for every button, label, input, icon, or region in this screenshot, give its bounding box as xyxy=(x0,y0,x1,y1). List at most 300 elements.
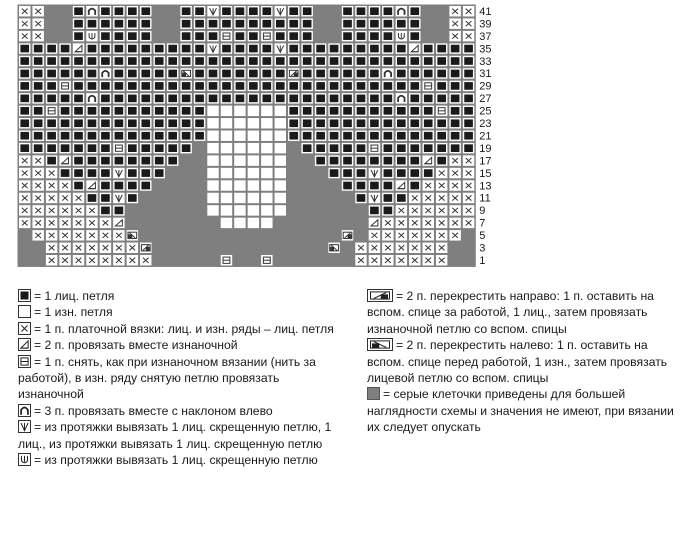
cell-knit xyxy=(409,131,420,141)
cell-knit xyxy=(369,43,380,53)
cell-knit xyxy=(100,205,111,215)
cell-knit xyxy=(275,31,286,41)
cell-garter xyxy=(100,243,111,253)
cell-knit xyxy=(127,131,138,141)
cell-knit xyxy=(396,106,407,116)
cell-knit xyxy=(369,68,380,78)
cell-garter xyxy=(449,218,460,228)
cell-knit xyxy=(355,6,366,16)
cell-knit xyxy=(127,81,138,91)
cell-purl xyxy=(234,193,245,203)
cell-knit xyxy=(73,18,84,28)
cell-garter xyxy=(19,168,30,178)
cell-knit xyxy=(301,106,312,116)
cell-purl xyxy=(234,218,245,228)
cell-knit xyxy=(73,131,84,141)
cell-garter xyxy=(73,193,84,203)
cell-purl xyxy=(207,180,218,190)
cell-garter xyxy=(46,218,57,228)
cell-knit xyxy=(315,68,326,78)
cell-knit xyxy=(100,31,111,41)
cell-knit xyxy=(248,43,259,53)
cell-knit xyxy=(315,106,326,116)
cell-knit xyxy=(449,56,460,66)
cell-knit xyxy=(261,68,272,78)
legend-entry-garter xyxy=(18,321,343,337)
cell-knit xyxy=(154,155,165,165)
cell-knit xyxy=(140,68,151,78)
cell-knit xyxy=(207,56,218,66)
cell-knit xyxy=(423,143,434,153)
cell-knit xyxy=(328,81,339,91)
cell-knit xyxy=(127,68,138,78)
cell-knit xyxy=(355,168,366,178)
cell-garter xyxy=(449,230,460,240)
cell-knit xyxy=(73,106,84,116)
cell-purl xyxy=(221,131,232,141)
cell-knit xyxy=(396,68,407,78)
cell-knit xyxy=(167,118,178,128)
cell-knit xyxy=(19,43,30,53)
cell-garter xyxy=(463,193,474,203)
cell-knit xyxy=(301,131,312,141)
cell-garter xyxy=(423,218,434,228)
cell-knit xyxy=(369,18,380,28)
cell-knit xyxy=(59,131,70,141)
cell-knit xyxy=(342,143,353,153)
cell-knit xyxy=(301,143,312,153)
cell-purl xyxy=(234,106,245,116)
cell-knit xyxy=(113,180,124,190)
cell-knit xyxy=(436,118,447,128)
cell-knit xyxy=(154,143,165,153)
cell-knit xyxy=(369,131,380,141)
cell-knit xyxy=(46,81,57,91)
cell-knit xyxy=(100,106,111,116)
cell-bow xyxy=(86,93,97,103)
cell-knit xyxy=(127,31,138,41)
cell-knit xyxy=(73,68,84,78)
cell-knit xyxy=(73,93,84,103)
cell-knit xyxy=(409,168,420,178)
row-number: 21 xyxy=(479,130,492,143)
cell-purl xyxy=(261,168,272,178)
cell-knit xyxy=(328,68,339,78)
cell-knit xyxy=(436,43,447,53)
cell-knit xyxy=(409,143,420,153)
cell-knit xyxy=(32,131,43,141)
cell-knit xyxy=(19,81,30,91)
cell-knit xyxy=(328,168,339,178)
cell-knit xyxy=(86,43,97,53)
legend-text-slip: = 1 п. снять, как при изнаночном вязании (нить за работой), в изн. ряду снятую петлю провязать изнаночной xyxy=(18,354,316,402)
row-number: 13 xyxy=(479,180,492,193)
cell-purl xyxy=(275,180,286,190)
cell-garter xyxy=(369,230,380,240)
cell-knit xyxy=(396,168,407,178)
cell-garter xyxy=(423,230,434,240)
legend-entry-knit xyxy=(18,288,343,304)
cell-knit xyxy=(369,93,380,103)
cell-slip xyxy=(261,31,272,41)
cell-knit xyxy=(100,18,111,28)
cell-v-twist xyxy=(113,193,124,203)
cell-knit xyxy=(396,131,407,141)
row-number: 31 xyxy=(479,68,492,81)
cell-knit xyxy=(86,56,97,66)
cell-p2tog xyxy=(73,43,84,53)
cell-knit xyxy=(207,68,218,78)
cell-knit xyxy=(100,193,111,203)
cell-purl xyxy=(275,106,286,116)
cell-garter xyxy=(436,205,447,215)
cell-garter xyxy=(59,180,70,190)
cell-knit xyxy=(127,106,138,116)
cell-knit xyxy=(167,81,178,91)
cell-purl xyxy=(261,218,272,228)
cell-garter xyxy=(449,168,460,178)
cell-knit xyxy=(19,56,30,66)
cell-knit xyxy=(180,131,191,141)
cell-purl xyxy=(234,205,245,215)
cell-knit xyxy=(382,106,393,116)
cell-knit xyxy=(113,106,124,116)
cell-knit xyxy=(409,81,420,91)
cell-knit xyxy=(328,155,339,165)
cell-garter xyxy=(396,243,407,253)
cell-knit xyxy=(369,155,380,165)
cell-knit xyxy=(127,6,138,16)
cell-knit xyxy=(140,31,151,41)
cell-knit xyxy=(409,118,420,128)
cell-knit xyxy=(369,56,380,66)
cell-knit xyxy=(355,43,366,53)
cell-purl xyxy=(207,193,218,203)
cell-p2tog xyxy=(369,218,380,228)
cell-knit xyxy=(396,118,407,128)
cell-purl xyxy=(221,180,232,190)
cell-garter xyxy=(86,230,97,240)
cell-knit xyxy=(248,31,259,41)
cell-knit xyxy=(463,118,474,128)
cell-knit xyxy=(100,6,111,16)
row-number: 3 xyxy=(479,242,486,255)
cell-garter xyxy=(382,230,393,240)
cell-slip xyxy=(261,255,272,265)
cell-knit xyxy=(59,56,70,66)
cell-knit xyxy=(113,81,124,91)
cell-knit xyxy=(154,81,165,91)
cell-knit xyxy=(127,118,138,128)
cell-knit xyxy=(275,18,286,28)
cell-garter xyxy=(73,230,84,240)
cell-knit xyxy=(73,81,84,91)
cell-knit xyxy=(113,155,124,165)
cell-garter xyxy=(59,255,70,265)
cell-knit xyxy=(234,56,245,66)
cell-bow xyxy=(100,68,111,78)
twisted-increase-icon xyxy=(18,453,31,466)
cell-garter xyxy=(423,193,434,203)
cell-knit xyxy=(288,106,299,116)
cell-knit xyxy=(328,93,339,103)
cell-garter xyxy=(19,193,30,203)
cell-knit xyxy=(355,106,366,116)
cell-v-twist xyxy=(275,6,286,16)
cell-purl xyxy=(261,180,272,190)
cell-knit xyxy=(248,68,259,78)
cell-knit xyxy=(73,118,84,128)
cell-garter xyxy=(449,180,460,190)
legend-entry-cross-left xyxy=(367,337,685,386)
cell-purl xyxy=(261,106,272,116)
cell-purl xyxy=(248,193,259,203)
cell-knit xyxy=(315,93,326,103)
cell-knit xyxy=(382,31,393,41)
cell-knit xyxy=(382,180,393,190)
cell-knit xyxy=(221,56,232,66)
cell-knit xyxy=(46,43,57,53)
cell-slip xyxy=(113,143,124,153)
cell-knit xyxy=(355,131,366,141)
cell-knit xyxy=(194,43,205,53)
cell-knit xyxy=(180,118,191,128)
cell-purl xyxy=(275,131,286,141)
cell-knit xyxy=(463,143,474,153)
cell-knit xyxy=(409,56,420,66)
cell-knit xyxy=(127,43,138,53)
cell-garter xyxy=(409,193,420,203)
cell-slip xyxy=(436,106,447,116)
cell-garter xyxy=(436,243,447,253)
cell-knit xyxy=(100,168,111,178)
cell-purl xyxy=(221,168,232,178)
cell-knit xyxy=(463,43,474,53)
cell-slip xyxy=(423,81,434,91)
cell-u-twist xyxy=(86,31,97,41)
cell-purl xyxy=(248,143,259,153)
cell-knit xyxy=(194,118,205,128)
row-number: 15 xyxy=(479,167,492,180)
legend-entry-purl xyxy=(18,304,343,320)
cell-knit xyxy=(409,18,420,28)
cell-garter xyxy=(32,230,43,240)
cell-knit xyxy=(59,93,70,103)
cell-knit xyxy=(315,131,326,141)
row-number: 19 xyxy=(479,142,492,155)
legend-text-cross-left: = 2 п. перекрестить налево: 1 п. оставить на вспом. спице перед работой, 1 изн., затем провязать лицевой петлю со вспом. спицы xyxy=(367,338,668,386)
cell-purl xyxy=(248,205,259,215)
row-number: 1 xyxy=(479,254,486,267)
cell-knit xyxy=(382,205,393,215)
cell-knit xyxy=(369,118,380,128)
cell-purl xyxy=(234,131,245,141)
cell-knit xyxy=(423,68,434,78)
cell-knit xyxy=(382,193,393,203)
cell-cross-right xyxy=(342,230,353,240)
cell-knit xyxy=(301,6,312,16)
cell-garter xyxy=(369,255,380,265)
cell-purl xyxy=(275,155,286,165)
cell-garter xyxy=(396,218,407,228)
cell-knit xyxy=(194,106,205,116)
cell-knit xyxy=(59,106,70,116)
cell-knit xyxy=(396,18,407,28)
cell-knit xyxy=(369,180,380,190)
cell-knit xyxy=(423,118,434,128)
cell-garter xyxy=(382,218,393,228)
cell-cross-right xyxy=(140,243,151,253)
cell-garter xyxy=(382,255,393,265)
cell-knit xyxy=(221,43,232,53)
cell-knit xyxy=(355,118,366,128)
cell-knit xyxy=(342,68,353,78)
cell-knit xyxy=(86,118,97,128)
cell-garter xyxy=(369,243,380,253)
cell-knit xyxy=(463,56,474,66)
cell-cross-right xyxy=(288,68,299,78)
cell-knit xyxy=(409,31,420,41)
legend-right xyxy=(367,288,685,436)
cell-knit xyxy=(59,168,70,178)
cell-garter xyxy=(59,193,70,203)
cell-bow xyxy=(396,6,407,16)
cell-knit xyxy=(59,118,70,128)
cell-knit xyxy=(423,93,434,103)
cross-left-icon xyxy=(367,338,393,351)
cell-garter xyxy=(46,230,57,240)
cell-garter xyxy=(436,230,447,240)
cell-garter xyxy=(463,31,474,41)
cell-cross-left xyxy=(180,68,191,78)
cell-garter xyxy=(86,218,97,228)
cell-purl xyxy=(207,118,218,128)
cell-purl xyxy=(234,118,245,128)
cell-knit xyxy=(423,131,434,141)
cell-v-twist xyxy=(369,193,380,203)
legend-left xyxy=(18,288,343,468)
cell-garter xyxy=(73,243,84,253)
cell-knit xyxy=(288,81,299,91)
cell-knit xyxy=(180,143,191,153)
cell-knit xyxy=(73,143,84,153)
cell-knit xyxy=(86,131,97,141)
cell-garter xyxy=(423,243,434,253)
cell-garter xyxy=(19,218,30,228)
cell-knit xyxy=(315,56,326,66)
cell-v-twist xyxy=(113,168,124,178)
row-number: 33 xyxy=(479,55,492,68)
cell-garter xyxy=(396,255,407,265)
cell-knit xyxy=(113,68,124,78)
cell-knit xyxy=(342,56,353,66)
cell-knit xyxy=(436,56,447,66)
cell-knit xyxy=(180,106,191,116)
cell-knit xyxy=(46,56,57,66)
cell-garter xyxy=(32,18,43,28)
cell-purl xyxy=(207,205,218,215)
cell-knit xyxy=(207,81,218,91)
cell-garter xyxy=(19,180,30,190)
cell-knit xyxy=(46,118,57,128)
cell-knit xyxy=(73,168,84,178)
cell-knit xyxy=(86,68,97,78)
cell-knit xyxy=(328,118,339,128)
cell-garter xyxy=(423,205,434,215)
row-number: 25 xyxy=(479,105,492,118)
cell-knit xyxy=(436,93,447,103)
cell-knit xyxy=(463,68,474,78)
cell-knit xyxy=(342,131,353,141)
legend-entry-bow xyxy=(18,403,343,419)
cell-knit xyxy=(100,43,111,53)
cell-slip xyxy=(46,106,57,116)
cell-garter xyxy=(396,230,407,240)
cell-knit xyxy=(207,93,218,103)
cell-purl xyxy=(275,143,286,153)
cell-knit xyxy=(288,43,299,53)
cell-slip xyxy=(221,31,232,41)
cell-knit xyxy=(180,18,191,28)
cell-purl xyxy=(221,106,232,116)
cell-knit xyxy=(221,68,232,78)
cell-p2tog xyxy=(423,155,434,165)
cell-knit xyxy=(19,106,30,116)
cell-garter xyxy=(32,193,43,203)
cell-garter xyxy=(449,18,460,28)
cell-knit xyxy=(355,31,366,41)
cell-slip xyxy=(221,255,232,265)
cell-purl xyxy=(234,155,245,165)
cell-purl xyxy=(234,180,245,190)
cell-garter xyxy=(423,255,434,265)
cell-knit xyxy=(328,43,339,53)
cell-garter xyxy=(449,155,460,165)
cell-knit xyxy=(423,43,434,53)
cell-knit xyxy=(180,31,191,41)
row-number: 7 xyxy=(479,217,486,230)
cell-knit xyxy=(409,68,420,78)
cell-garter xyxy=(449,6,460,16)
cell-knit xyxy=(234,6,245,16)
cell-knit xyxy=(113,118,124,128)
cell-garter xyxy=(423,180,434,190)
cell-purl xyxy=(221,205,232,215)
cell-cross-left xyxy=(328,243,339,253)
cell-garter xyxy=(127,243,138,253)
cell-knit xyxy=(140,180,151,190)
cell-slip xyxy=(59,81,70,91)
cell-knit xyxy=(355,143,366,153)
cell-purl xyxy=(275,168,286,178)
cell-garter xyxy=(463,180,474,190)
cell-garter xyxy=(19,31,30,41)
cell-knit xyxy=(167,155,178,165)
cell-knit xyxy=(46,93,57,103)
cell-knit xyxy=(140,106,151,116)
cell-garter xyxy=(409,255,420,265)
cell-knit xyxy=(154,56,165,66)
cell-knit xyxy=(382,143,393,153)
cell-purl xyxy=(207,155,218,165)
cell-knit xyxy=(127,180,138,190)
cell-garter xyxy=(100,218,111,228)
cell-knit xyxy=(423,56,434,66)
cell-knit xyxy=(140,131,151,141)
cell-knit xyxy=(180,93,191,103)
cell-garter xyxy=(113,243,124,253)
cell-purl xyxy=(261,143,272,153)
